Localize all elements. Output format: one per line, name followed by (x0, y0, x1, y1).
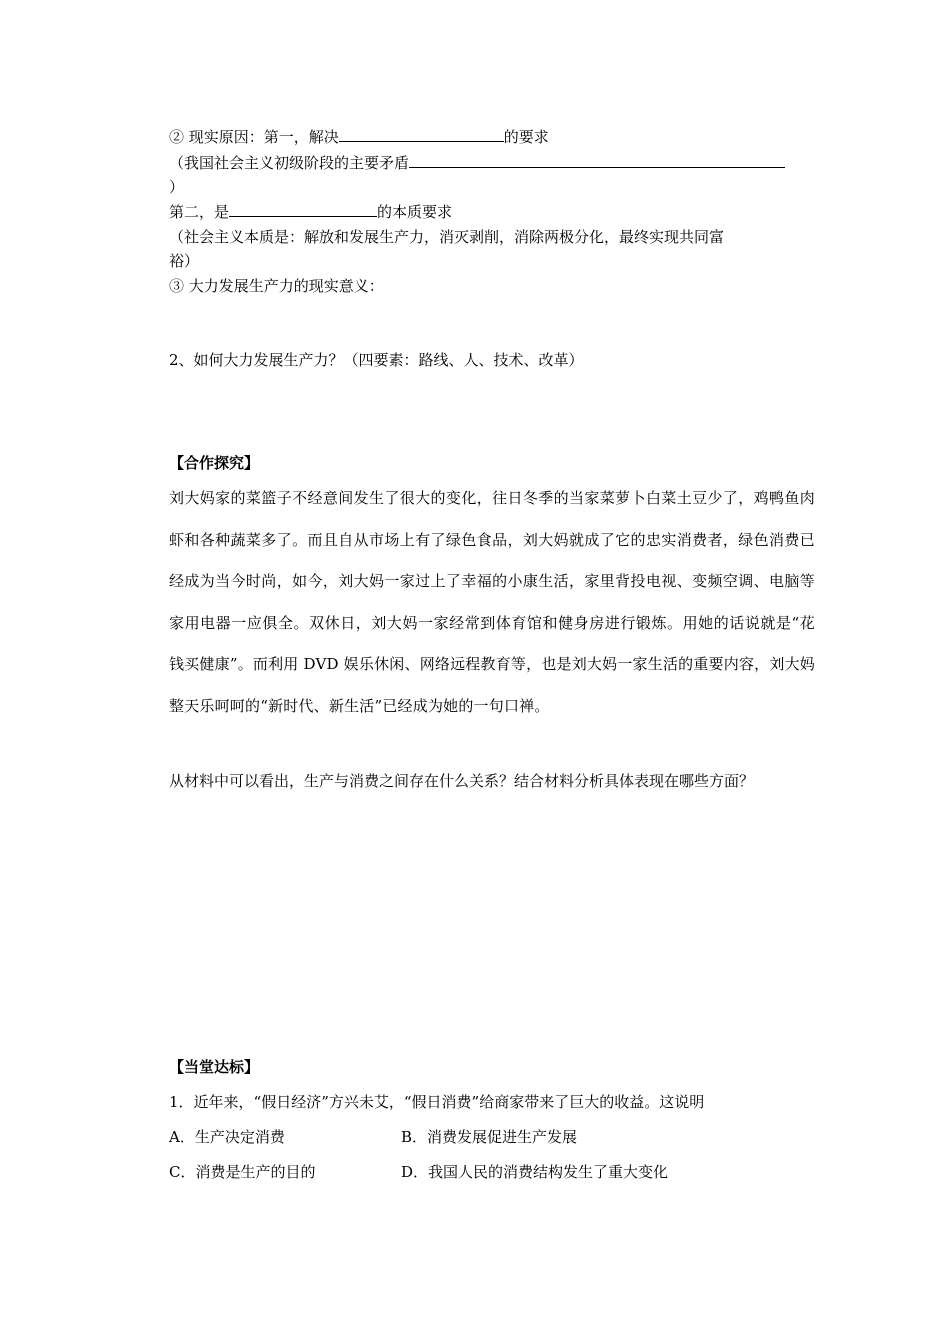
second-prefix: 第二，是 (169, 203, 230, 221)
reason2-prefix: ② 现实原因：第一，解决 (169, 128, 339, 146)
cooperation-heading: 【合作探究】 (169, 454, 260, 472)
reason2-suffix: 的要求 (503, 128, 549, 146)
question2-text: 2、如何大力发展生产力？（四要素：路线、人、技术、改革） (169, 351, 584, 369)
contradiction-line (169, 153, 785, 173)
second-blank[interactable] (229, 202, 377, 217)
essence-text-2: 裕） (169, 252, 200, 270)
contradiction-prefix: （我国社会主义初级阶段的主要矛盾 (169, 154, 410, 172)
second-line (169, 202, 452, 222)
practice-heading: 【当堂达标】 (169, 1058, 260, 1076)
option-b[interactable]: B．消费发展促进生产发展 (401, 1128, 578, 1146)
option-a[interactable]: A．生产决定消费 (169, 1128, 285, 1146)
contradiction-blank[interactable] (409, 153, 785, 168)
significance-line (169, 276, 384, 296)
option-c[interactable]: C．消费是生产的目的 (169, 1163, 316, 1181)
question2-line (169, 350, 584, 370)
contradiction-close (169, 177, 184, 197)
reason2-line (169, 127, 549, 147)
contradiction-close-paren: ） (169, 178, 185, 196)
significance-text: ③ 大力发展生产力的现实意义： (169, 277, 384, 295)
essence-line-2 (169, 251, 199, 271)
cooperation-question: 从材料中可以看出，生产与消费之间存在什么关系？结合材料分析具体表现在哪些方面？ (169, 772, 755, 790)
practice-question-1: 1．近年来，“假日经济”方兴未艾，“假日消费”给商家带来了巨大的收益。这说明 (169, 1093, 705, 1111)
cooperation-paragraph: 刘大妈家的菜篮子不经意间发生了很大的变化，往日冬季的当家菜萝卜白菜土豆少了，鸡鸭鱼肉虾和各种蔬菜多了。而且自从市场上有了绿色食品，刘大妈就成了它的忠实消费者，绿色消费已经成为当今时尚，如今，刘大妈一家过上了幸福的小康生活，家里背投电视、变频空调、电脑等家用电器一应俱全。双休日，刘大妈一家经常到体育馆和健身房进行锻炼。用她的话说就是“花钱买健康”。而利用 DVD 娱乐休闲、网络远程教育等，也是刘大妈一家生活的重要内容，刘大妈整天乐呵呵的“新时代、新生活”已经成为她的一句口禅。 (169, 489, 815, 715)
option-d[interactable]: D．我国人民的消费结构发生了重大变化 (401, 1163, 669, 1181)
essence-line-1 (169, 227, 724, 247)
essence-text-1: （社会主义本质是：解放和发展生产力，消灭剥削，消除两极分化，最终实现共同富 (169, 228, 725, 246)
reason2-blank[interactable] (339, 127, 504, 142)
second-suffix: 的本质要求 (377, 203, 453, 221)
